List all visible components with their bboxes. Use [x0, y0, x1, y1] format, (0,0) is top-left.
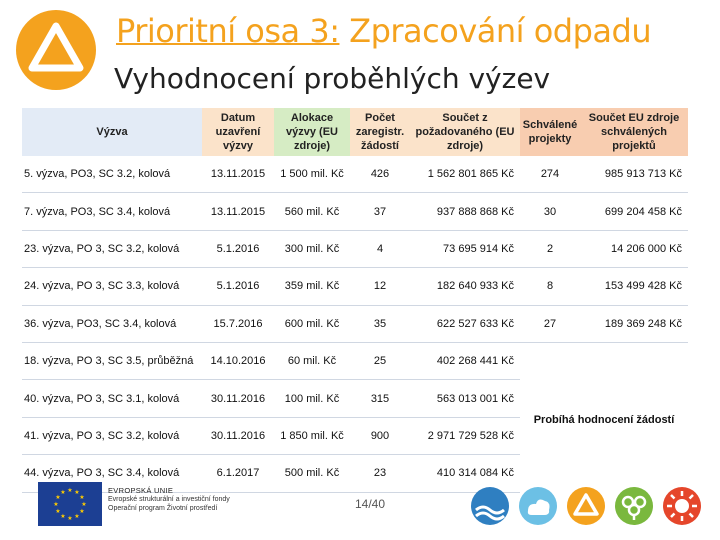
- cell-schvalene: 27: [520, 305, 580, 342]
- cell-pocet: 900: [350, 417, 410, 454]
- cell-pocet: 37: [350, 193, 410, 230]
- svg-text:★: ★: [74, 489, 80, 496]
- cell-alokace: 600 mil. Kč: [274, 305, 350, 342]
- cell-soucet: 410 314 084 Kč: [410, 455, 520, 492]
- header-alokace: Alokace výzvy (EU zdroje): [274, 108, 350, 156]
- cell-alokace: 1 850 mil. Kč: [274, 417, 350, 454]
- cell-schvalene: 2: [520, 230, 580, 267]
- cell-alokace: 300 mil. Kč: [274, 230, 350, 267]
- svg-text:★: ★: [55, 494, 61, 501]
- cell-alokace: 500 mil. Kč: [274, 455, 350, 492]
- header-pocet: Počet zaregistr. žádostí: [350, 108, 410, 156]
- page-title: [116, 12, 651, 50]
- table-row: [22, 193, 688, 230]
- results-table: [22, 108, 688, 493]
- cell-pocet: 25: [350, 342, 410, 379]
- cell-vyzva: 41. výzva, PO 3, SC 3.2, kolová: [22, 417, 202, 454]
- title-part2: Zpracování odpadu: [339, 12, 652, 50]
- cell-soucet: 622 527 633 Kč: [410, 305, 520, 342]
- cell-vyzva: 36. výzva, PO3, SC 3.4, kolová: [22, 305, 202, 342]
- table-row: [22, 156, 688, 193]
- eu-line3: Operační program Životní prostředí: [108, 505, 218, 512]
- svg-text:★: ★: [55, 508, 61, 515]
- water-drop-icon: [470, 486, 510, 526]
- table-row: [22, 342, 688, 379]
- cell-soucet-eu: 14 206 000 Kč: [580, 230, 688, 267]
- eu-flag-icon: [38, 482, 102, 526]
- program-icons: [470, 486, 720, 530]
- triangle-logo-icon: [14, 8, 98, 92]
- cell-vyzva: 18. výzva, PO 3, SC 3.5, průběžná: [22, 342, 202, 379]
- eu-text-block: [108, 486, 230, 513]
- cell-pocet: 12: [350, 268, 410, 305]
- svg-text:★: ★: [53, 501, 59, 508]
- cell-pocet: 23: [350, 455, 410, 492]
- table-row: [22, 305, 688, 342]
- triangle-warning-icon: [566, 486, 606, 526]
- page-number: 14/40: [354, 497, 386, 511]
- table-header-row: [22, 108, 688, 156]
- table-row: [22, 230, 688, 267]
- table-row: [22, 268, 688, 305]
- cell-datum: 13.11.2015: [202, 193, 274, 230]
- header-schvalene: Schválené projekty: [520, 108, 580, 156]
- cell-pocet: 426: [350, 156, 410, 193]
- cell-vyzva: 40. výzva, PO 3, SC 3.1, kolová: [22, 380, 202, 417]
- header-datum: Datum uzavření výzvy: [202, 108, 274, 156]
- cell-datum: 14.10.2016: [202, 342, 274, 379]
- cell-schvalene: 274: [520, 156, 580, 193]
- cell-pocet: 4: [350, 230, 410, 267]
- svg-text:★: ★: [60, 513, 66, 520]
- cell-soucet-eu: 985 913 713 Kč: [580, 156, 688, 193]
- cell-datum: 30.11.2016: [202, 417, 274, 454]
- cell-vyzva: 24. výzva, PO 3, SC 3.3, kolová: [22, 268, 202, 305]
- svg-text:★: ★: [74, 513, 80, 520]
- results-table-wrapper: [22, 108, 688, 493]
- cell-soucet-eu: 153 499 428 Kč: [580, 268, 688, 305]
- cell-soucet: 2 971 729 528 Kč: [410, 417, 520, 454]
- cell-soucet: 402 268 441 Kč: [410, 342, 520, 379]
- page-subtitle: Vyhodnocení proběhlých výzev: [114, 62, 551, 95]
- cell-soucet: 937 888 868 Kč: [410, 193, 520, 230]
- cell-vyzva: 44. výzva, PO 3, SC 3.4, kolová: [22, 455, 202, 492]
- svg-text:★: ★: [67, 515, 73, 522]
- cell-alokace: 60 mil. Kč: [274, 342, 350, 379]
- sun-icon: [662, 486, 702, 526]
- svg-text:★: ★: [79, 494, 85, 501]
- cell-schvalene: 30: [520, 193, 580, 230]
- status-note-text: Probíhá hodnocení žádostí: [533, 414, 675, 427]
- cell-datum: 5.1.2016: [202, 268, 274, 305]
- svg-text:★: ★: [67, 487, 73, 494]
- cell-datum: 5.1.2016: [202, 230, 274, 267]
- cell-soucet: 73 695 914 Kč: [410, 230, 520, 267]
- svg-text:★: ★: [79, 508, 85, 515]
- cell-vyzva: 23. výzva, PO 3, SC 3.2, kolová: [22, 230, 202, 267]
- cell-alokace: 560 mil. Kč: [274, 193, 350, 230]
- header-soucet-eu: Součet EU zdroje schválených projektů: [580, 108, 688, 156]
- cell-soucet: 563 013 001 Kč: [410, 380, 520, 417]
- cell-alokace: 100 mil. Kč: [274, 380, 350, 417]
- tree-icon: [614, 486, 654, 526]
- cell-schvalene: 8: [520, 268, 580, 305]
- title-part1: Prioritní osa 3:: [116, 12, 340, 50]
- cell-datum: 30.11.2016: [202, 380, 274, 417]
- svg-text:★: ★: [81, 501, 87, 508]
- cell-soucet-eu: 189 369 248 Kč: [580, 305, 688, 342]
- cell-vyzva: 5. výzva, PO3, SC 3.2, kolová: [22, 156, 202, 193]
- eu-line1: EVROPSKÁ UNIE: [108, 486, 174, 495]
- cell-pocet: 315: [350, 380, 410, 417]
- eu-line2: Evropské strukturální a investiční fondy: [108, 496, 230, 503]
- cell-pocet: 35: [350, 305, 410, 342]
- svg-text:★: ★: [60, 489, 66, 496]
- merged-status-note: [520, 342, 688, 492]
- cell-datum: 6.1.2017: [202, 455, 274, 492]
- cell-alokace: 1 500 mil. Kč: [274, 156, 350, 193]
- cell-soucet: 1 562 801 865 Kč: [410, 156, 520, 193]
- cell-soucet-eu: 699 204 458 Kč: [580, 193, 688, 230]
- cell-alokace: 359 mil. Kč: [274, 268, 350, 305]
- header-soucet: Součet z požadovaného (EU zdroje): [410, 108, 520, 156]
- cell-datum: 13.11.2015: [202, 156, 274, 193]
- cell-vyzva: 7. výzva, PO3, SC 3.4, kolová: [22, 193, 202, 230]
- cloud-icon: [518, 486, 558, 526]
- header-vyzva: Výzva: [22, 108, 202, 156]
- cell-datum: 15.7.2016: [202, 305, 274, 342]
- cell-soucet: 182 640 933 Kč: [410, 268, 520, 305]
